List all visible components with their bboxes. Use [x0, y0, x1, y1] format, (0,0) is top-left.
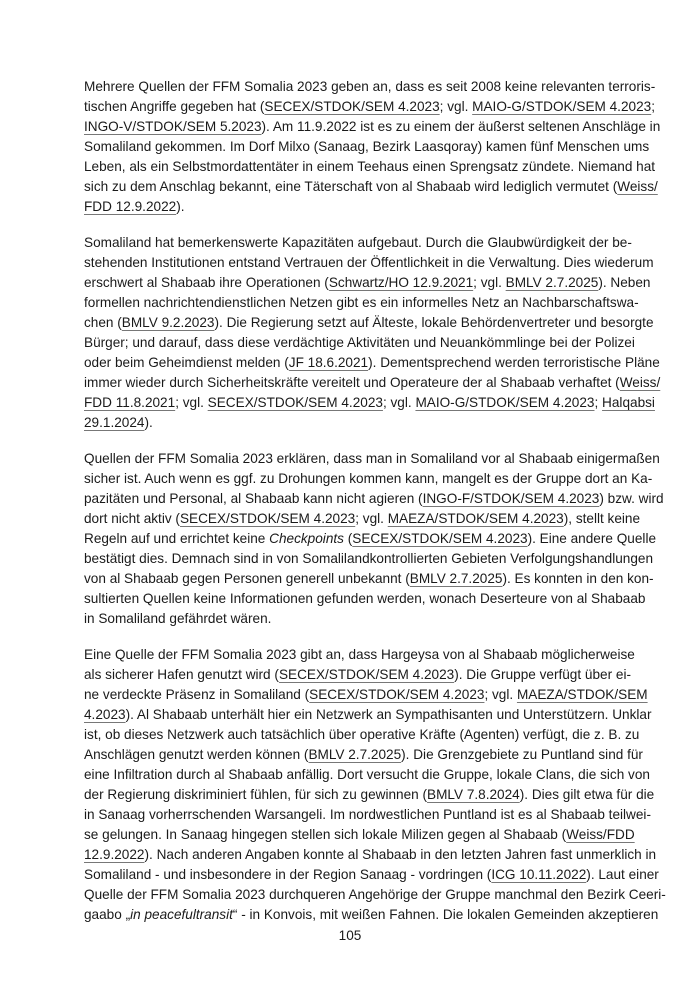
text-line — [84, 609, 617, 629]
citation-link[interactable]: MAEZA/STDOK/SEM — [516, 687, 648, 702]
citation-link[interactable]: BMLV 7.8.2024 — [427, 787, 520, 802]
text: sich zu dem Anschlag bekannt, eine Täterschaft von al Shabaab wird lediglich vermutet ( — [84, 179, 618, 194]
italic-text: in peacefultransit — [130, 907, 233, 922]
citation-link[interactable]: 29.1.2024 — [84, 415, 145, 430]
text-line — [84, 117, 661, 137]
citation-link[interactable]: Weiss/ — [619, 375, 661, 390]
text: se gelungen. In Sanaag hingegen stellen sich lokale Milizen gegen al Shabaab ( — [84, 827, 567, 842]
text-line — [84, 293, 639, 313]
citation-link[interactable]: FDD 11.8.2021 — [84, 395, 176, 410]
text: Regeln auf und errichtet keine — [84, 531, 270, 546]
text: ). Am 11.9.2022 ist es zu einem der äußerst seltenen Anschläge in — [261, 119, 661, 134]
text-line — [84, 825, 635, 845]
text: ). Nach anderen Angaben konnte al Shabaab in den letzten Jahren fast unmerklich in — [144, 847, 657, 862]
text-line — [84, 157, 656, 177]
text: in Somaliland gefährdet wären. — [84, 611, 272, 626]
document-body — [84, 77, 666, 941]
text: in Sanaag vorherrschenden Warsangeli. Im nordwestlichen Puntland ist es al Shabaab teilwei- — [84, 807, 651, 822]
text: ). — [176, 199, 185, 214]
text-line — [84, 865, 659, 885]
text: von al Shabaab gegen Personen generell unbekannt ( — [84, 571, 410, 586]
text-line — [84, 253, 654, 273]
text: ). Dies gilt etwa für die — [519, 787, 655, 802]
text: chen ( — [84, 315, 122, 330]
citation-link[interactable]: Weiss/FDD — [566, 827, 635, 842]
text: Eine Quelle der FFM Somalia 2023 gibt an, dass Hargeysa von al Shabaab möglicherweise — [84, 647, 635, 662]
text: ). Eine andere Quelle — [527, 531, 657, 546]
text: stehenden Institutionen entstand Vertrauen der Öffentlichkeit in die Verwaltung. Dies wiederum — [84, 255, 654, 270]
text-line — [84, 97, 655, 117]
citation-link[interactable]: MAIO-G/STDOK/SEM 4.2023 — [472, 99, 652, 114]
citation-link[interactable]: INGO-F/STDOK/SEM 4.2023 — [422, 491, 600, 506]
page-number: 105 — [338, 928, 362, 943]
text: Mehrere Quellen der FFM Somalia 2023 geben an, dass es seit 2008 keine relevanten terroris- — [84, 79, 656, 94]
text: Somaliland hat bemerkenswerte Kapazitäten aufgebaut. Durch die Glaubwürdigkeit der be- — [84, 235, 632, 250]
text: ; vgl. — [484, 687, 517, 702]
text: Quellen der FFM Somalia 2023 erklären, dass man in Somaliland vor al Shabaab einigermaßen — [84, 451, 660, 466]
text: ; vgl. — [175, 395, 208, 410]
text-line — [84, 197, 617, 217]
text: sicher ist. Auch wenn es ggf. zu Drohungen kommen kann, mangelt es der Gruppe dort an Ka- — [84, 471, 653, 486]
text: Somaliland - und insbesondere in der Region Sanaag - vordringen ( — [84, 867, 492, 882]
text: “ - in Konvois, mit weißen Fahnen. Die lokalen Gemeinden akzeptieren — [232, 907, 659, 922]
text-line — [84, 905, 659, 925]
text: ). Dementsprechend werden terroristische Pläne — [368, 355, 660, 370]
citation-link[interactable]: BMLV 2.7.2025 — [409, 571, 503, 586]
text: der Regierung diskriminiert fühlen, für sich zu gewinnen ( — [84, 787, 428, 802]
text-line — [84, 765, 650, 785]
text-line — [84, 469, 653, 489]
text: ; vgl. — [382, 395, 416, 410]
text-line — [84, 805, 651, 825]
text: Leben, als ein Selbstmordattentäter in einem Teehaus einen Sprengsatz zündete. Niemand hat — [84, 159, 656, 174]
citation-link[interactable]: SECEX/STDOK/SEM 4.2023 — [278, 667, 455, 682]
text: ), stellt keine — [563, 511, 641, 526]
text-line — [84, 509, 641, 529]
text: ; vgl. — [473, 275, 506, 290]
text: Somaliland gekommen. Im Dorf Milxo (Sanaag, Bezirk Laasqoray) kamen fünf Menschen ums — [84, 139, 650, 154]
text-line — [84, 449, 660, 469]
citation-link[interactable]: BMLV 2.7.2025 — [505, 275, 599, 290]
text: ). Es konnten in den kon- — [502, 571, 654, 586]
paragraph — [84, 233, 661, 433]
citation-link[interactable]: SECEX/STDOK/SEM 4.2023 — [207, 395, 383, 410]
text: Bürger; und darauf, dass diese verdächtige Aktivitäten und Neuankömmlinge bei der Polizei — [84, 335, 635, 350]
text-line — [84, 665, 632, 685]
text: eine Infiltration durch al Shabaab anfällig. Dort versucht die Gruppe, lokale Clans, die sich von — [84, 767, 650, 782]
text: ist, ob dieses Netzwerk auch tatsächlich über operative Kräfte (Agenten) verfügt, die z. B. zu — [84, 727, 640, 742]
text-line — [84, 589, 646, 609]
text: Anschlägen genutzt werden können ( — [84, 747, 309, 762]
text: ne verdeckte Präsenz in Somaliland ( — [84, 687, 310, 702]
text: ). Die Regierung setzt auf Älteste, lokale Behördenvertreter und besorgte — [214, 315, 654, 330]
citation-link[interactable]: SECEX/STDOK/SEM 4.2023 — [352, 531, 528, 546]
text-line — [84, 725, 640, 745]
text-line — [84, 137, 650, 157]
text: tischen Angriffe gegeben hat ( — [84, 99, 265, 114]
citation-link[interactable]: 12.9.2022 — [84, 847, 145, 862]
text: erschwert al Shabaab ihre Operationen ( — [84, 275, 329, 290]
text-line — [84, 313, 654, 333]
text: ; vgl. — [355, 511, 388, 526]
citation-link[interactable]: JF 18.6.2021 — [288, 355, 369, 370]
citation-link[interactable]: MAEZA/STDOK/SEM 4.2023 — [387, 511, 564, 526]
text-line — [84, 77, 656, 97]
text: sultierten Quellen keine Informationen gefunden werden, wonach Deserteure von al Shabaab — [84, 591, 646, 606]
text: ; — [594, 395, 603, 410]
citation-link[interactable]: SECEX/STDOK/SEM 4.2023 — [179, 511, 356, 526]
citation-link[interactable]: Halqabsi — [602, 395, 655, 410]
text: ). — [144, 415, 153, 430]
text: immer wieder durch Sicherheitskräfte vereitelt und Operateure der al Shabaab verhaftet ( — [84, 375, 620, 390]
text-line — [84, 705, 652, 725]
text: ). Laut einer — [586, 867, 659, 882]
text: ). Die Grenzgebiete zu Puntland sind für — [401, 747, 643, 762]
citation-link[interactable]: Weiss/ — [617, 179, 658, 194]
text-line — [84, 685, 648, 705]
text-line — [84, 529, 657, 549]
text: ; vgl. — [439, 99, 473, 114]
text-line — [84, 273, 651, 293]
text-line — [84, 177, 658, 197]
text-line — [84, 885, 666, 905]
paragraph — [84, 77, 661, 217]
text: ). Die Gruppe verfügt über ei- — [454, 667, 632, 682]
citation-link[interactable]: ICG 10.11.2022 — [491, 867, 587, 882]
text-line — [84, 569, 654, 589]
citation-link[interactable]: BMLV 9.2.2023 — [121, 315, 215, 330]
paragraph — [84, 645, 666, 925]
text: oder beim Geheimdienst melden ( — [84, 355, 289, 370]
text-line — [84, 549, 654, 569]
citation-link[interactable]: FDD 12.9.2022 — [84, 199, 177, 214]
text: pazitäten und Personal, al Shabaab kann nicht agieren ( — [84, 491, 423, 506]
citation-link[interactable]: Schwartz/HO 12.9.2021 — [328, 275, 474, 290]
citation-link[interactable]: BMLV 2.7.2025 — [308, 747, 402, 762]
text: ). Neben — [598, 275, 651, 290]
text: ) bzw. wird — [599, 491, 664, 506]
text: ( — [343, 531, 353, 546]
text: bestätigt dies. Demnach sind in von Somalilandkontrollierten Gebieten Verfolgungshandlungen — [84, 551, 654, 566]
text-line — [84, 353, 660, 373]
text-line — [84, 333, 635, 353]
citation-link[interactable]: SECEX/STDOK/SEM 4.2023 — [309, 687, 485, 702]
citation-link[interactable]: MAIO-G/STDOK/SEM 4.2023 — [415, 395, 595, 410]
text-line — [84, 785, 655, 805]
text: dort nicht aktiv ( — [84, 511, 180, 526]
text-line — [84, 489, 664, 509]
text-line — [84, 373, 661, 393]
text-line — [84, 413, 617, 433]
text-line — [84, 845, 657, 865]
citation-link[interactable]: 4.2023 — [84, 707, 126, 722]
text: ). Al Shabaab unterhält hier ein Netzwerk an Sympathisanten und Unterstützern. Unklar — [125, 707, 652, 722]
text: Quelle der FFM Somalia 2023 durchqueren Angehörige der Gruppe manchmal den Bezirk Ceeri- — [84, 887, 666, 902]
text-line — [84, 393, 655, 413]
text-line — [84, 645, 635, 665]
citation-link[interactable]: INGO-V/STDOK/SEM 5.2023 — [84, 119, 262, 134]
italic-text: Checkpoints — [269, 531, 344, 546]
text-line — [84, 233, 632, 253]
text: ; — [651, 99, 655, 114]
citation-link[interactable]: SECEX/STDOK/SEM 4.2023 — [264, 99, 440, 114]
text-line — [84, 745, 643, 765]
paragraph — [84, 449, 664, 629]
text: gaabo „ — [84, 907, 131, 922]
text: als sicherer Hafen genutzt wird ( — [84, 667, 279, 682]
text: formellen nachrichtendienstlichen Netzen gibt es ein informelles Netz an Nachbarschaftswa- — [84, 295, 639, 310]
